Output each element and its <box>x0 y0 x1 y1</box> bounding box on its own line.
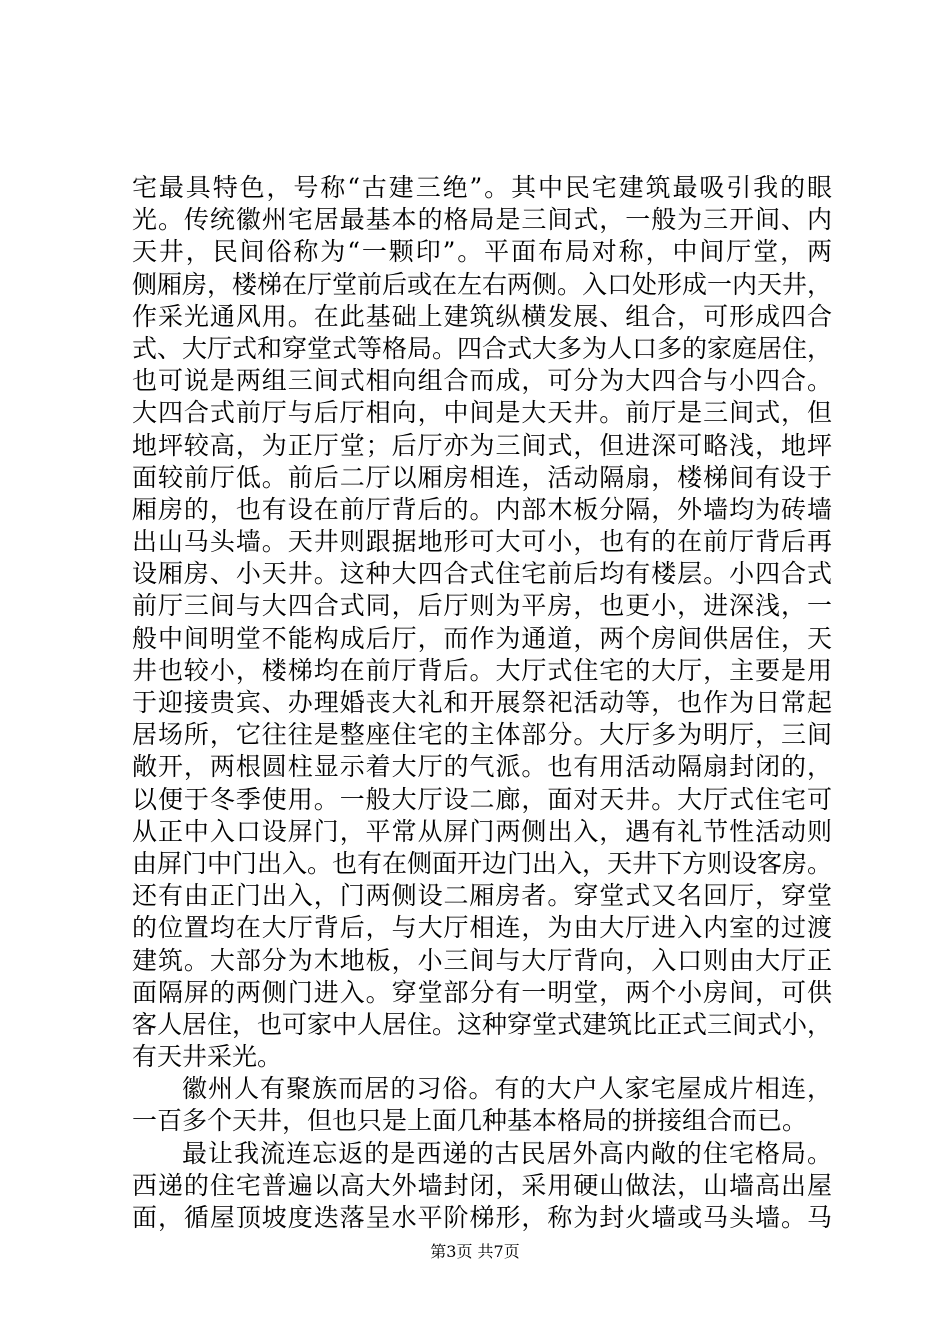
text-line: 前厅三间与大四合式同，后厅则为平房，也更小，进深浅，一 <box>132 591 832 621</box>
text-line: 客人居住，也可家中人居住。这种穿堂式建筑比正式三间式小， <box>132 1009 833 1039</box>
text-line: 最让我流连忘返的是西递的古民居外高内敞的住宅格局。 <box>182 1138 832 1168</box>
text-line: 的位置均在大厅背后，与大厅相连，为由大厅进入内室的过渡 <box>132 913 832 943</box>
text-line: 于迎接贵宾、办理婚丧大礼和开展祭祀活动等，也作为日常起 <box>132 688 832 717</box>
text-line: 式、大厅式和穿堂式等格局。四合式大多为人口多的家庭居住， <box>132 333 833 363</box>
text-line: 般中间明堂不能构成后厅，而作为通道，两个房间供居住，天 <box>132 623 832 653</box>
text-line: 一百多个天井，但也只是上面几种基本格局的拼接组合而已。 <box>132 1106 808 1136</box>
text-line: 还有由正门出入，门两侧设二厢房者。穿堂式又名回厅，穿堂 <box>132 881 832 911</box>
text-line: 徽州人有聚族而居的习俗。有的大户人家宅屋成片相连， <box>182 1074 832 1104</box>
text-line: 设厢房、小天井。这种大四合式住宅前后均有楼层。小四合式 <box>132 559 832 589</box>
text-line: 西递的住宅普遍以高大外墙封闭，采用硬山做法，山墙高出屋 <box>132 1170 832 1200</box>
text-line: 面隔屏的两侧门进入。穿堂部分有一明堂，两个小房间，可供 <box>132 977 832 1007</box>
page-footer: 第3页 共7页 <box>430 1242 520 1261</box>
text-line: 宅最具特色，号称“古建三绝”。其中民宅建筑最吸引我的眼 <box>132 173 832 202</box>
text-line: 从正中入口设屏门，平常从屏门两侧出入，遇有礼节性活动则 <box>132 816 832 846</box>
text-line: 以便于冬季使用。一般大厅设二廊，面对天井。大厅式住宅可 <box>132 784 832 814</box>
text-line: 井也较小，楼梯均在前厅背后。大厅式住宅的大厅，主要是用 <box>132 655 832 685</box>
text-line: 面较前厅低。前后二厅以厢房相连，活动隔扇，楼梯间有设于 <box>132 462 832 492</box>
text-line: 居场所，它往往是整座住宅的主体部分。大厅多为明厅，三间 <box>132 720 832 750</box>
text-line: 作采光通风用。在此基础上建筑纵横发展、组合，可形成四合 <box>132 301 832 331</box>
text-line: 地坪较高，为正厅堂；后厅亦为三间式，但进深可略浅，地坪 <box>132 430 832 460</box>
text-line: 大四合式前厅与后厅相向，中间是大天井。前厅是三间式，但 <box>132 398 832 428</box>
text-line: 天井，民间俗称为“一颗印”。平面布局对称，中间厅堂，两 <box>132 237 832 267</box>
body-text <box>132 172 832 1234</box>
text-line: 侧厢房，楼梯在厅堂前后或在左右两侧。入口处形成一内天井， <box>132 269 833 299</box>
text-line: 面，循屋顶坡度迭落呈水平阶梯形，称为封火墙或马头墙。马 <box>132 1203 832 1232</box>
text-line: 敞开，两根圆柱显示着大厅的气派。也有用活动隔扇封闭的， <box>132 752 832 782</box>
text-line: 有天井采光。 <box>132 1042 283 1072</box>
text-line: 也可说是两组三间式相向组合而成，可分为大四合与小四合。 <box>132 366 832 396</box>
text-line: 建筑。大部分为木地板，小三间与大厅背向，入口则由大厅正 <box>132 945 832 975</box>
text-line: 出山马头墙。天井则跟据地形可大可小，也有的在前厅背后再 <box>132 527 832 557</box>
text-line: 由屏门中门出入。也有在侧面开边门出入，天井下方则设客房。 <box>132 848 833 878</box>
text-line: 光。传统徽州宅居最基本的格局是三间式，一般为三开间、内 <box>132 205 832 235</box>
text-line: 厢房的，也有设在前厅背后的。内部木板分隔，外墙均为砖墙 <box>132 494 832 524</box>
